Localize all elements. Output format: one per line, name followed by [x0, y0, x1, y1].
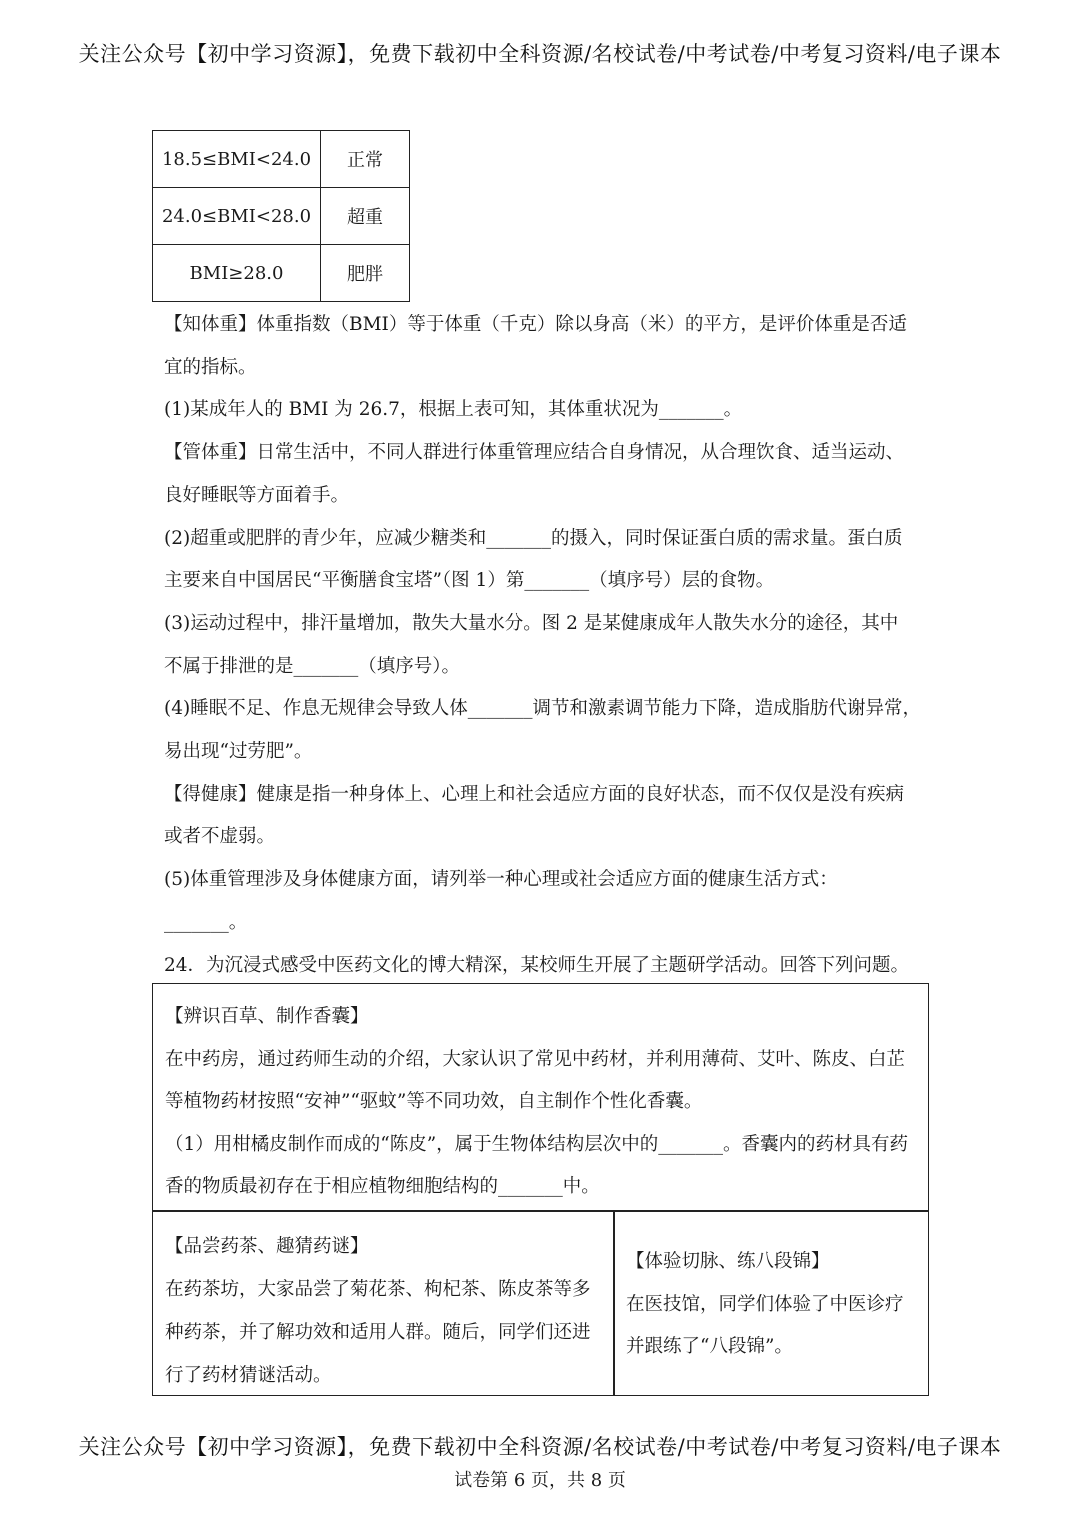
- text-line: 易出现“过劳肥”。: [164, 741, 313, 763]
- bmi-range-cell: BMI≥28.0: [153, 245, 321, 302]
- text-line: 香的物质最初存在于相应植物细胞结构的_______中。: [165, 1176, 600, 1197]
- text-line: 【得健康】健康是指一种身体上、心理上和社会适应方面的良好状态，而不仅仅是没有疾病: [164, 783, 905, 805]
- text-line: 主要来自中国居民“平衡膳食宝塔”（图 1）第_______（填序号）层的食物。: [164, 570, 775, 592]
- text-line: (2)超重或肥胖的青少年，应减少糖类和_______的摄入，同时保证蛋白质的需求量。蛋白质: [164, 527, 903, 549]
- text-line: 在中药房，通过药师生动的介绍，大家认识了常见中药材，并利用薄荷、艾叶、陈皮、白芷: [165, 1048, 906, 1070]
- table-row: [153, 245, 410, 302]
- text-line: (3)运动过程中，排汗量增加，散失大量水分。图 2 是某健康成年人散失水分的途径，其中: [164, 612, 899, 634]
- table-row: [153, 131, 410, 188]
- bmi-range-cell: 24.0≤BMI<28.0: [153, 188, 321, 245]
- text-line: 宜的指标。: [164, 356, 257, 378]
- text-line: 在医技馆，同学们体验了中医诊疗: [626, 1293, 904, 1315]
- box-heading: 【品尝药茶、趣猜药谜】: [165, 1236, 369, 1257]
- bmi-status-cell: 正常: [321, 131, 410, 188]
- bmi-table: [152, 130, 410, 302]
- text-line: 等植物药材按照“安神”“驱蚊”等不同功效，自主制作个性化香囊。: [165, 1091, 703, 1112]
- box-heading: 【体验切脉、练八段锦】: [626, 1251, 830, 1272]
- text-line: (4)睡眠不足、作息无规律会导致人体_______调节和激素调节能力下降，造成脂肪代谢异常，: [164, 698, 921, 720]
- question-24-intro: 24．为沉浸式感受中医药文化的博大精深，某校师生开展了主题研学活动。回答下列问题。: [164, 954, 910, 976]
- text-line: 良好睡眠等方面着手。: [164, 484, 350, 506]
- text-line: (5)体重管理涉及身体健康方面，请列举一种心理或社会适应方面的健康生活方式：: [164, 869, 838, 891]
- page-number: 试卷第 6 页，共 8 页: [454, 1470, 626, 1491]
- question-23-body: [164, 304, 934, 987]
- text-line: 【管体重】日常生活中，不同人群进行体重管理应结合自身情况，从合理饮食、适当运动、: [164, 442, 905, 464]
- footer-banner: 关注公众号【初中学习资源】，免费下载初中全科资源/名校试卷/中考试卷/中考复习资料/电子课本: [78, 1435, 1002, 1459]
- text-line: （1）用柑橘皮制作而成的“陈皮”，属于生物体结构层次中的_______。香囊内的药材具有药: [165, 1133, 908, 1155]
- text-line: 或者不虚弱。: [164, 826, 276, 848]
- table-row: [153, 188, 410, 245]
- text-line: 种药茶，并了解功效和适用人群。随后，同学们还进: [165, 1322, 591, 1343]
- text-line: 并跟练了“八段锦”。: [626, 1336, 793, 1357]
- header-banner: 关注公众号【初中学习资源】，免费下载初中全科资源/名校试卷/中考试卷/中考复习资料/电子课本: [78, 42, 1002, 66]
- text-line: 在药茶坊，大家品尝了菊花茶、枸杞茶、陈皮茶等多: [165, 1279, 591, 1300]
- box-heading: 【辨识百草、制作香囊】: [165, 1006, 369, 1027]
- text-line: 行了药材猜谜活动。: [165, 1365, 332, 1386]
- text-line: (1)某成年人的 BMI 为 26.7，根据上表可知，其体重状况为_______。: [164, 399, 743, 421]
- text-line: 【知体重】体重指数（BMI）等于体重（千克）除以身高（米）的平方，是评价体重是否适: [164, 314, 907, 335]
- herb-sachet-box: [152, 983, 929, 1212]
- herbal-tea-box: [152, 1210, 615, 1396]
- pulse-baduanjin-box: [613, 1210, 929, 1396]
- bmi-range-cell: 18.5≤BMI<24.0: [153, 131, 321, 188]
- bmi-status-cell: 肥胖: [321, 245, 410, 302]
- text-line: 不属于排泄的是_______（填序号）。: [164, 655, 461, 677]
- text-line: _______。: [164, 911, 248, 933]
- bmi-status-cell: 超重: [321, 188, 410, 245]
